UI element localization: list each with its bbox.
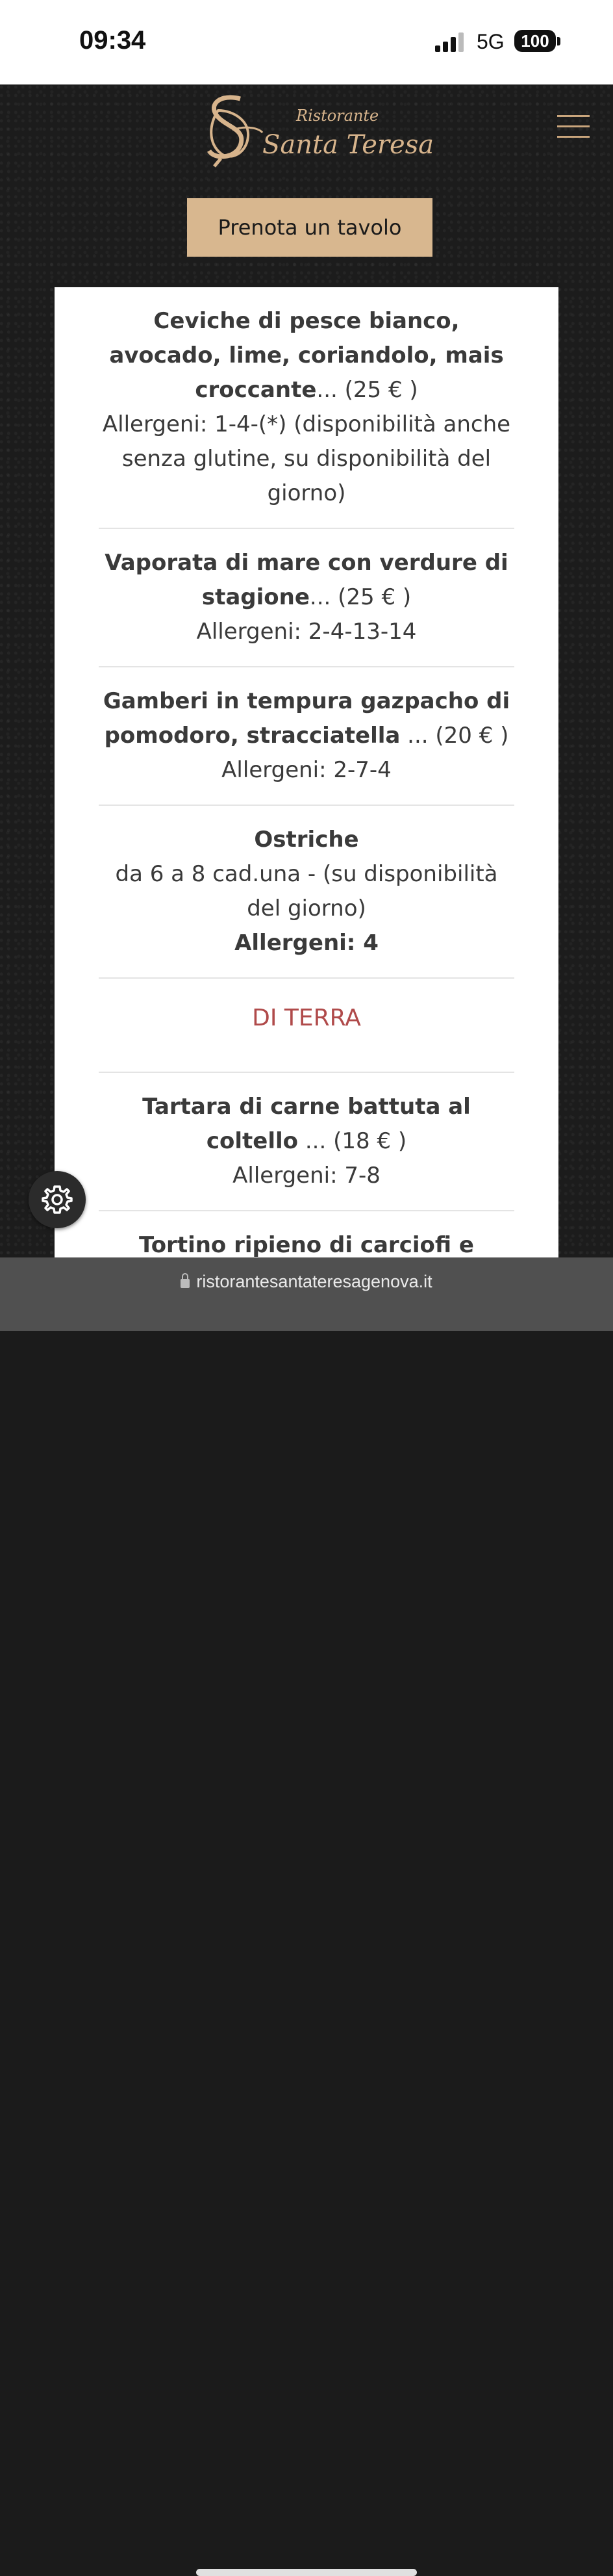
dish-name: Ceviche di pesce bianco, avocado, lime, coriandolo, mais croccante: [109, 308, 504, 403]
reserve-table-button[interactable]: Prenota un tavolo: [187, 198, 432, 257]
menu-item: [99, 667, 514, 806]
lock-icon: [181, 1279, 190, 1288]
hamburger-line: [557, 125, 590, 127]
status-bar: [0, 0, 613, 84]
menu-item: [99, 529, 514, 667]
section-heading: DI TERRA: [99, 979, 514, 1073]
dish-price: ... (25 € ): [309, 584, 412, 610]
menu-item: [99, 806, 514, 979]
url-text: ristorantesantateresagenova.it: [196, 1272, 432, 1291]
hamburger-line: [557, 136, 590, 138]
signal-icon: [435, 31, 466, 52]
hamburger-icon[interactable]: [557, 115, 590, 138]
battery-tip: [557, 37, 560, 45]
settings-button[interactable]: [29, 1171, 86, 1228]
dish-allergens: Allergeni: 2-7-4: [221, 757, 392, 783]
hamburger-line: [557, 115, 590, 117]
dish-price: ... (18 € ): [298, 1128, 407, 1154]
dish-detail: da 6 a 8 cad.una - (su disponibilità del giorno): [115, 861, 498, 921]
network-type: 5G: [477, 30, 505, 53]
dish-allergens: Allergeni: 4: [234, 930, 379, 956]
dish-allergens: Allergeni: 7-8: [232, 1163, 381, 1189]
dish-allergens: Allergeni: 1-4-(*) (disponibilità anche senza glutine, su disponibilità del giorno): [102, 411, 511, 506]
logo-big-text: Santa Teresa: [262, 130, 434, 160]
restaurant-logo[interactable]: [195, 91, 434, 169]
dish-allergens: Allergeni: 2-4-13-14: [196, 619, 417, 645]
dish-name: Ostriche: [254, 827, 359, 853]
dish-price: ... (25 € ): [316, 377, 418, 403]
gear-icon: [41, 1183, 73, 1216]
logo-monogram-icon: [195, 91, 266, 169]
home-indicator[interactable]: [196, 2569, 417, 2576]
menu-card: [55, 287, 558, 1257]
logo-small-text: Ristorante: [296, 107, 379, 125]
battery-icon: 100: [514, 30, 556, 52]
url-display[interactable]: [0, 1272, 613, 1292]
dish-name: Gamberi in tempura gazpacho di pomodoro, stracciatella: [103, 688, 510, 749]
status-time: 09:34: [79, 26, 146, 55]
menu-item: [99, 1073, 514, 1211]
dish-name: Tartara di carne battuta al coltello: [142, 1094, 471, 1154]
dish-price: ... (20 € ): [400, 723, 509, 749]
dish-name: Vaporata di mare con verdure di stagione: [105, 550, 508, 610]
browser-url-bar[interactable]: [0, 1257, 613, 1331]
dish-name: Tortino ripieno di carciofi e: [139, 1232, 474, 1257]
menu-item: [99, 1211, 514, 1257]
menu-item: [99, 287, 514, 529]
